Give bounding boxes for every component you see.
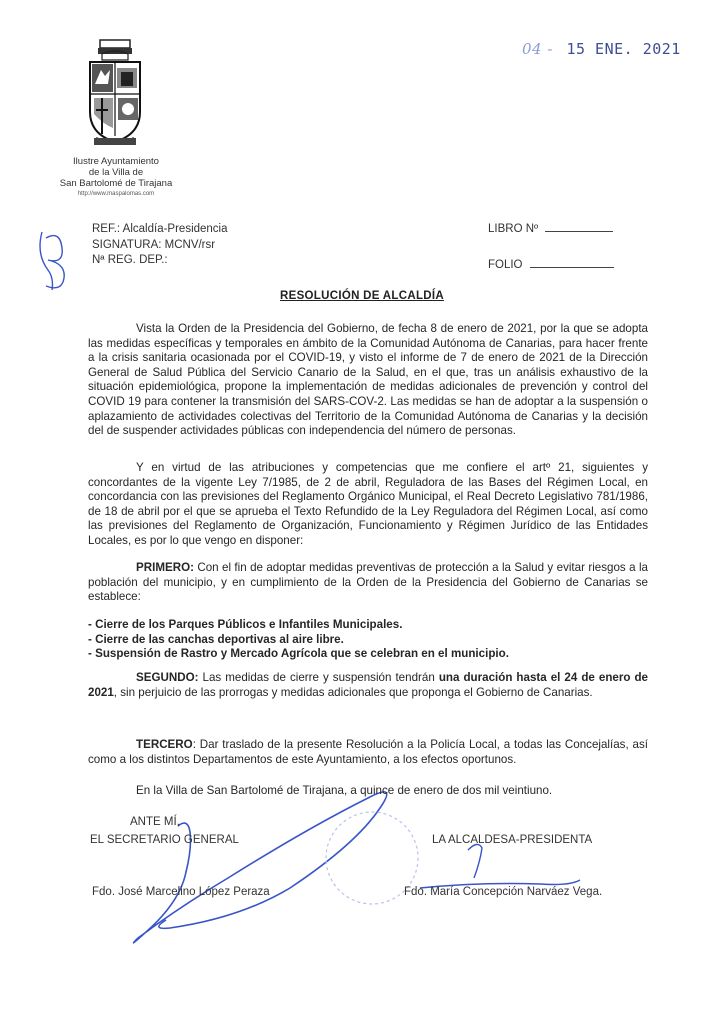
paragraph-primero bbox=[88, 561, 648, 605]
stamp-date-text: 15 ENE. 2021 bbox=[566, 40, 681, 58]
mayor-signature bbox=[420, 844, 580, 888]
town-line: de la Villa de bbox=[88, 167, 144, 178]
measures-list bbox=[88, 618, 668, 662]
ref-line: REF.: Alcaldía-Presidencia bbox=[92, 223, 228, 235]
reference-block bbox=[92, 222, 228, 269]
paragraph-segundo bbox=[88, 671, 648, 700]
town-line: Ilustre Ayuntamiento bbox=[73, 156, 159, 167]
reg-line: Nª REG. DEP.: bbox=[92, 254, 168, 266]
town-url: http://www.maspalomas.com bbox=[77, 191, 155, 197]
paragraph-competences: Y en virtud de las atribuciones y competencias que me confiere el artº 21, siguientes y concordantes de la vigente Ley 7/1985, de 2 de abril, Reguladora de las Bases del Régimen Local, en concordancia con las previsiones del Reglamento Orgánico Municipal, el Real Decreto Legislativo 781/1986, de 18 de abril por el que se aprueba el Texto Refundido de la Ley Reguladora del Régimen Local, así como las previsiones del Reglamento de Organización, Funcionamiento y Régimen Jurídico de las Entidades Locales, es por lo que vengo en disponer: bbox=[88, 461, 648, 547]
list-item: - Cierre de los Parques Públicos e Infantiles Municipales. bbox=[88, 618, 403, 631]
folio-label: FOLIO bbox=[488, 259, 523, 271]
folio-field bbox=[488, 258, 614, 274]
signatura-line: SIGNATURA: MCNV/rsr bbox=[92, 238, 216, 251]
secretary-name: Fdo. José Marcelino López Peraza bbox=[92, 886, 270, 898]
ante-mi: ANTE MÍ, bbox=[130, 816, 180, 828]
folio-blank bbox=[530, 267, 614, 268]
paragraph-tercero bbox=[88, 738, 648, 767]
libro-blank bbox=[545, 231, 613, 232]
stamp-prefix: 04 - bbox=[522, 40, 553, 58]
segundo-label: SEGUNDO: bbox=[136, 671, 199, 684]
initial-scribble bbox=[40, 232, 64, 290]
libro-field bbox=[488, 222, 613, 238]
segundo-duration: una duración hasta el 24 de enero de 2021 bbox=[88, 671, 648, 699]
mayor-name: Fdo. María Concepción Narváez Vega. bbox=[404, 886, 603, 898]
segundo-text-1: Las medidas de cierre y suspensión tendrán bbox=[198, 671, 439, 684]
libro-label: LIBRO Nº bbox=[488, 223, 539, 235]
list-item: - Cierre de las canchas deportivas al aire libre. bbox=[88, 632, 344, 646]
primero-text: Con el fin de adoptar medidas preventivas de protección a la Salud y evitar riesgos a la población del municipio, y en cumplimiento de la Orden de la Presidencia del Gobierno de Canarias se establece: bbox=[88, 561, 648, 604]
document-title: RESOLUCIÓN DE ALCALDÍA bbox=[280, 290, 444, 302]
paragraph-considerations: Vista la Orden de la Presidencia del Gobierno, de fecha 8 de enero de 2021, por la que se adopta las medidas específicas y temporales en ámbito de la Comunidad Autónoma de Canarias, para hacer frente a la crisis sanitaria ocasionada por el COVID-19, y visto el informe de 7 de enero de 2021 de la Dirección General de Salud Pública del Servicio Canario de la Salud, en el que, tras un análisis exhaustivo de la situación epidemiológica, propone la implementación de medidas adicionales de prevención y control del COVID 19 para contener la transmisión del SARS-COV-2. Las medidas se han de adoptar a la suspensión o aplazamiento de actividades colectivas del Territorio de la Comunidad Autónoma de Canarias y la decisión del de suspender actividades públicas con independencia del número de personas. bbox=[88, 322, 648, 438]
list-item: - Suspensión de Rastro y Mercado Agrícola que se celebran en el municipio. bbox=[88, 647, 509, 661]
tercero-label: TERCERO bbox=[136, 738, 193, 751]
primero-label: PRIMERO: bbox=[136, 561, 194, 574]
closing-line: En la Villa de San Bartolomé de Tirajana, a quince de enero de dos mil veintiuno. bbox=[136, 784, 553, 797]
town-line: San Bartolomé de Tirajana bbox=[59, 178, 173, 189]
tercero-text: : Dar traslado de la presente Resolución a la Policía Local, a todas las Concejalías, así como a los distintos Departamentos de este Ayuntamiento, a los efectos oportunos. bbox=[88, 738, 648, 766]
mayor-title: LA ALCALDESA-PRESIDENTA bbox=[432, 834, 593, 846]
segundo-text-2: , sin perjuicio de las prorrogas y medidas adicionales que proponga el Gobierno de Canarias. bbox=[113, 685, 593, 699]
secretary-title: EL SECRETARIO GENERAL bbox=[90, 834, 239, 846]
